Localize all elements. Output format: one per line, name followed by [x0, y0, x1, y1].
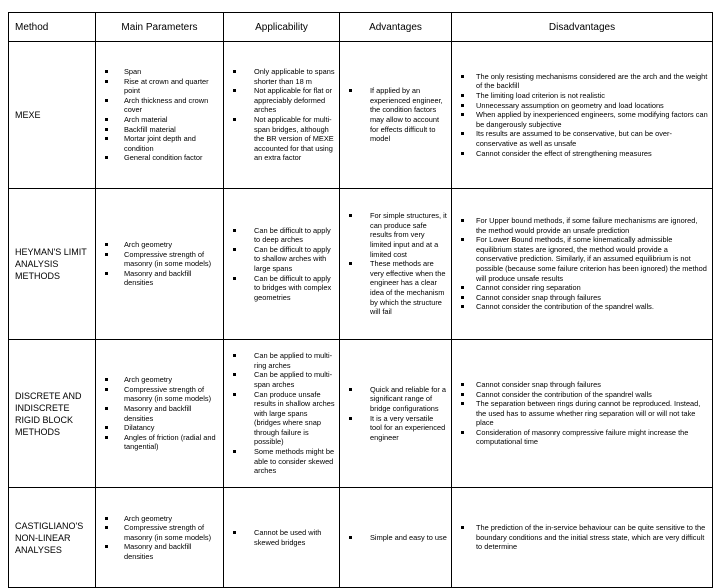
list-item: Compressive strength of masonry (in some models) [96, 523, 219, 542]
list-item: Arch geometry [96, 514, 219, 524]
list-item: Arch thickness and crown cover [96, 96, 219, 115]
header-applicability: Applicability [224, 13, 340, 42]
list-item: When applied by inexperienced engineers, some modifying factors can be dangerously subjective [452, 110, 708, 129]
methods-table [8, 12, 713, 588]
applicability-list [224, 226, 339, 303]
list-item: Backfill material [96, 125, 219, 135]
method-cell: MEXE [9, 42, 96, 189]
list-item: The separation between rings during cannot be reproduced. Instead, the used has to assume whether ring separation will or will not take place [452, 399, 708, 428]
advantages-cell [340, 340, 452, 488]
header-row [9, 13, 713, 42]
disadvantages-cell [452, 488, 713, 588]
list-item: For Lower Bound methods, if some kinematically admissible equilibrium states are ignored, the method would provide a conservative prediction. Similarly, if an assumed equilibrium is not possible (because some failure criterion has been ignored) the method will produce unsafe results [452, 235, 708, 283]
method-cell: DISCRETE AND INDISCRETE RIGID BLOCK METHODS [9, 340, 96, 488]
list-item: Can produce unsafe results in shallow arches with large spans (bridges where snap through failure is possible) [224, 390, 335, 448]
disadvantages-cell [452, 340, 713, 488]
params-list [96, 375, 223, 452]
list-item: Span [96, 67, 219, 77]
params-cell [96, 488, 224, 588]
list-item: Its results are assumed to be conservative, but can be over-conservative as well as unsafe [452, 129, 708, 148]
list-item: Can be difficult to apply to shallow arches with large spans [224, 245, 335, 274]
list-item: Cannot consider ring separation [452, 283, 708, 293]
list-item: Rise at crown and quarter point [96, 77, 219, 96]
list-item: Arch geometry [96, 375, 219, 385]
advantages-list [340, 211, 451, 317]
list-item: Can be applied to multi-ring arches [224, 351, 335, 370]
params-list [96, 514, 223, 562]
list-item: Not applicable for flat or appreciably deformed arches [224, 86, 335, 115]
list-item: Unnecessary assumption on geometry and load locations [452, 101, 708, 111]
list-item: Masonry and backfill densities [96, 404, 219, 423]
list-item: These methods are very effective when the engineer has a clear idea of the mechanism by which the structure will fail [340, 259, 447, 317]
list-item: Cannot consider the contribution of the spandrel walls. [452, 302, 708, 312]
list-item: The only resisting mechanisms considered are the arch and the weight of the backfill [452, 72, 708, 91]
list-item: Cannot consider the effect of strengthening measures [452, 149, 708, 159]
applicability-cell [224, 189, 340, 340]
applicability-list [224, 67, 339, 163]
list-item: Can be applied to multi-span arches [224, 370, 335, 389]
disadvantages-list [452, 380, 712, 447]
list-item: Cannot consider snap through failures [452, 380, 708, 390]
header-advantages: Advantages [340, 13, 452, 42]
disadvantages-list [452, 216, 712, 312]
disadvantages-cell [452, 42, 713, 189]
applicability-list [224, 528, 339, 547]
list-item: General condition factor [96, 153, 219, 163]
list-item: Cannot consider snap through failures [452, 293, 708, 303]
advantages-list [340, 385, 451, 443]
list-item: Not applicable for multi-span bridges, although the BR version of MEXE accounted for that using an extra factor [224, 115, 335, 163]
advantages-list [340, 533, 451, 543]
list-item: Mortar joint depth and condition [96, 134, 219, 153]
params-list [96, 240, 223, 288]
list-item: Cannot consider the contribution of the spandrel walls [452, 390, 708, 400]
list-item: Consideration of masonry compressive failure might increase the computational time [452, 428, 708, 447]
list-item: Simple and easy to use [340, 533, 447, 543]
list-item: For simple structures, it can produce safe results from very limited input and at a limited cost [340, 211, 447, 259]
list-item: Can be difficult to apply to bridges with complex geometries [224, 274, 335, 303]
method-cell: CASTIGLIANO'S NON-LINEAR ANALYSES [9, 488, 96, 588]
method-cell: HEYMAN'S LIMIT ANALYSIS METHODS [9, 189, 96, 340]
params-list [96, 67, 223, 163]
advantages-cell [340, 488, 452, 588]
list-item: Can be difficult to apply to deep arches [224, 226, 335, 245]
params-cell [96, 189, 224, 340]
list-item: It is a very versatile tool for an experienced engineer [340, 414, 447, 443]
params-cell [96, 42, 224, 189]
header-disadvantages: Disadvantages [452, 13, 713, 42]
list-item: The prediction of the in-service behaviour can be quite sensitive to the boundary conditions and the initial stress state, which are very difficult to determine [452, 523, 708, 552]
advantages-cell [340, 189, 452, 340]
table-body [9, 42, 713, 588]
list-item: Dilatancy [96, 423, 219, 433]
advantages-cell [340, 42, 452, 189]
params-cell [96, 340, 224, 488]
list-item: Compressive strength of masonry (in some models) [96, 385, 219, 404]
list-item: If applied by an experienced engineer, the condition factors may allow to account for effects difficult to model [340, 86, 447, 144]
advantages-list [340, 86, 451, 144]
applicability-cell [224, 42, 340, 189]
list-item: Quick and reliable for a significant range of bridge configurations [340, 385, 447, 414]
disadvantages-list [452, 72, 712, 158]
list-item: Cannot be used with skewed bridges [224, 528, 335, 547]
disadvantages-list [452, 523, 712, 552]
applicability-cell [224, 340, 340, 488]
list-item: Masonry and backfill densities [96, 542, 219, 561]
header-params: Main Parameters [96, 13, 224, 42]
list-item: The limiting load criterion is not realistic [452, 91, 708, 101]
list-item: Only applicable to spans shorter than 18 m [224, 67, 335, 86]
disadvantages-cell [452, 189, 713, 340]
list-item: For Upper bound methods, if some failure mechanisms are ignored, the method would provide an unsafe prediction [452, 216, 708, 235]
applicability-cell [224, 488, 340, 588]
list-item: Arch material [96, 115, 219, 125]
table-row [9, 189, 713, 340]
list-item: Arch geometry [96, 240, 219, 250]
list-item: Masonry and backfill densities [96, 269, 219, 288]
header-method: Method [9, 13, 96, 42]
list-item: Compressive strength of masonry (in some models) [96, 250, 219, 269]
applicability-list [224, 351, 339, 476]
table-row [9, 340, 713, 488]
table-row [9, 42, 713, 189]
list-item: Some methods might be able to consider skewed arches [224, 447, 335, 476]
list-item: Angles of friction (radial and tangential) [96, 433, 219, 452]
table-row [9, 488, 713, 588]
